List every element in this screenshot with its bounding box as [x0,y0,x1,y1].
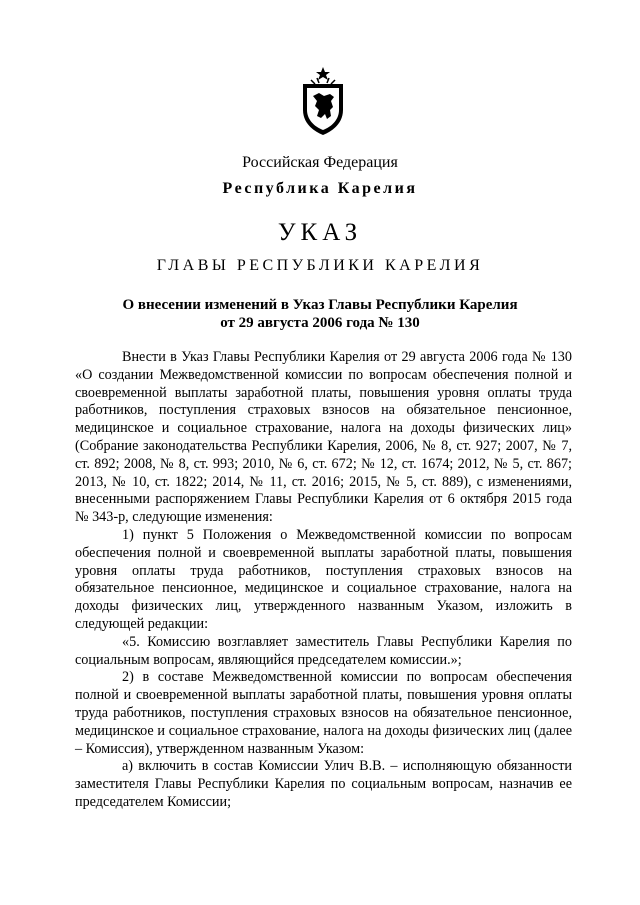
title-line-1: О внесении изменений в Указ Главы Республики Карелия [122,297,518,313]
paragraph-item-2: 2) в составе Межведомственной комиссии по вопросам обеспечения полной и своевременной выплаты заработной платы, повышения уровня оплаты труда работников, поступления страховых взносов на обязательное пенсионное, медицинское и социальное страхование, налога на доходы физических лиц (далее – Комиссия), утвержденном названным Указом: [75,669,572,757]
document-title [0,296,640,332]
paragraph-quote: «5. Комиссию возглавляет заместитель Главы Республики Карелия по социальным вопросам, являющийся председателем комиссии.»; [75,633,572,668]
paragraph-item-1: 1) пункт 5 Положения о Межведомственной комиссии по вопросам обеспечения полной и своевременной выплаты заработной платы, повышения уровня оплаты труда работников, поступления страховых взносов на обязательное пенсионное, медицинское и социальное страхование, налога на доходы физических лиц, утвержденного названным Указом, изложить в следующей редакции: [75,526,572,632]
document-body [75,349,572,812]
document-issuer: ГЛАВЫ РЕСПУБЛИКИ КАРЕЛИЯ [156,257,484,274]
country-name: Российская Федерация [242,154,398,171]
republic-name: Республика Карелия [222,180,418,197]
title-line-2: от 29 августа 2006 года № 130 [220,315,420,331]
paragraph-item-2a: а) включить в состав Комиссии Улич В.В. – исполняющую обязанности заместителя Главы Республики Карелия по социальным вопросам, назначив ее председателем Комиссии; [75,758,572,810]
paragraph-preamble: Внести в Указ Главы Республики Карелия от 29 августа 2006 года № 130 «О создании Межведомственной комиссии по вопросам обеспечения полной и своевременной выплаты заработной платы, повышения уровня оплаты труда работников, поступления страховых взносов на обязательное пенсионное, медицинское и социальное страхование, налога на доходы физических лиц» (Собрание законодательства Республики Карелия, 2006, № 8, ст. 927; 2007, № 7, ст. 892; 2008, № 8, ст. 993; 2010, № 6, ст. 672; № 12, ст. 1674; 2012, № 5, ст. 867; 2013, № 10, ст. 1822; 2014, № 11, ст. 2016; 2015, № 5, ст. 889), с изменениями, внесенными распоряжением Главы Республики Карелия от 6 октября 2015 года № 343-р, следующие изменения: [75,349,572,526]
karelia-coat-of-arms-icon [297,66,349,136]
document-type: УКАЗ [277,219,363,246]
